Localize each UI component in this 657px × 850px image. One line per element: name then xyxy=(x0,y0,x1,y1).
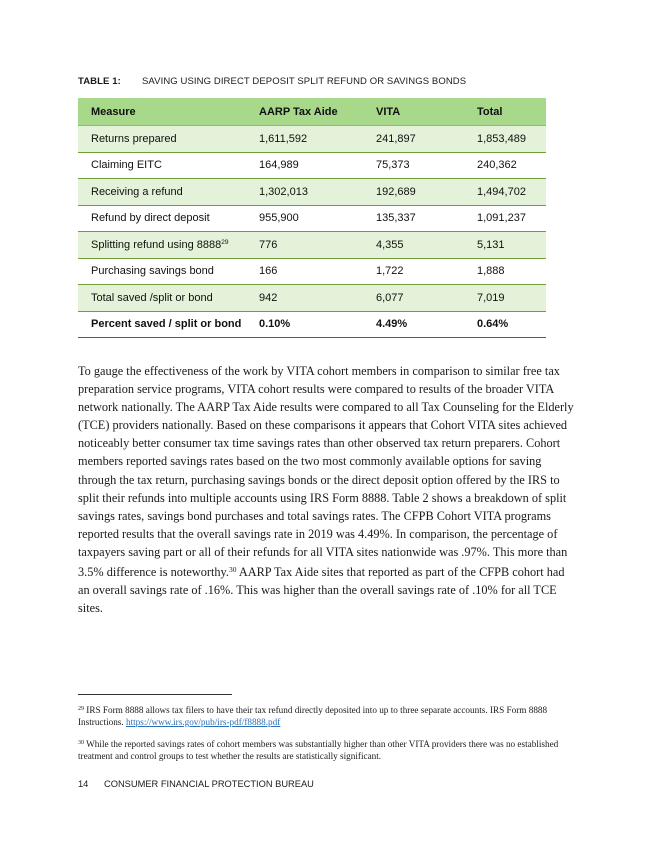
cell-aarp-text: 166 xyxy=(259,265,278,278)
cell-aarp xyxy=(246,152,363,179)
cell-vita-text: 75,373 xyxy=(376,159,410,172)
cell-aarp xyxy=(246,126,363,153)
cell-total xyxy=(464,179,546,206)
cell-vita xyxy=(363,179,464,206)
footnote-divider xyxy=(78,694,232,695)
body-paragraph xyxy=(78,362,578,617)
table-caption xyxy=(78,76,466,87)
table-row xyxy=(78,205,546,232)
cell-measure-text: Splitting refund using 8888 xyxy=(91,238,222,251)
cell-total xyxy=(464,258,546,285)
cell-aarp-text: 164,989 xyxy=(259,159,299,172)
table-title: SAVING USING DIRECT DEPOSIT SPLIT REFUND OR SAVINGS BONDS xyxy=(142,76,467,87)
cell-aarp-text: 955,900 xyxy=(259,212,299,225)
cell-measure-text: Purchasing savings bond xyxy=(91,265,214,278)
cell-aarp xyxy=(246,285,363,312)
table-row xyxy=(78,232,546,259)
cell-total-text: 1,853,489 xyxy=(477,132,526,145)
cell-vita-text: 241,897 xyxy=(376,132,416,145)
cell-vita xyxy=(363,126,464,153)
footnote-text: IRS Form 8888 allows tax filers to have their tax refund directly deposited into up to three separate accounts. IRS Form 8888 Instructions. xyxy=(78,705,548,727)
table-label: TABLE 1: xyxy=(78,76,121,87)
column-header-aarp: AARP Tax Aide xyxy=(246,98,363,126)
cell-total xyxy=(464,152,546,179)
footnote-29 xyxy=(78,703,578,728)
cell-measure xyxy=(78,179,246,206)
cell-total-text: 240,362 xyxy=(477,159,517,172)
table-row xyxy=(78,152,546,179)
cell-vita xyxy=(363,311,464,338)
cell-aarp xyxy=(246,258,363,285)
table-row xyxy=(78,179,546,206)
footer-org-name: CONSUMER FINANCIAL PROTECTION BUREAU xyxy=(104,779,314,789)
column-header-total: Total xyxy=(464,98,546,126)
cell-total-text: 7,019 xyxy=(477,291,505,304)
cell-vita-text: 6,077 xyxy=(376,291,404,304)
cell-total xyxy=(464,205,546,232)
cell-aarp xyxy=(246,311,363,338)
cell-aarp-text: 776 xyxy=(259,238,278,251)
cell-vita-text: 4.49% xyxy=(376,318,408,331)
cell-aarp xyxy=(246,205,363,232)
page-number: 14 xyxy=(78,779,89,789)
cell-measure-text: Receiving a refund xyxy=(91,185,183,198)
cell-aarp xyxy=(246,179,363,206)
irs-form-8888-link[interactable]: https://www.irs.gov/pub/irs-pdf/f8888.pdf xyxy=(125,717,281,727)
cell-total-text: 0.64% xyxy=(477,318,509,331)
footnote-number: 29 xyxy=(78,706,84,712)
cell-aarp-text: 1,302,013 xyxy=(259,185,308,198)
cell-total-text: 5,131 xyxy=(477,238,505,251)
cell-measure xyxy=(78,152,246,179)
cell-aarp-text: 942 xyxy=(259,291,278,304)
cell-measure xyxy=(78,126,246,153)
cell-total xyxy=(464,126,546,153)
cell-vita-text: 4,355 xyxy=(376,238,404,251)
cell-measure-text: Refund by direct deposit xyxy=(91,212,210,225)
cell-measure-text: Returns prepared xyxy=(91,132,177,145)
cell-total xyxy=(464,232,546,259)
cell-measure xyxy=(78,258,246,285)
page-footer xyxy=(78,779,314,789)
table-row xyxy=(78,285,546,312)
cell-vita xyxy=(363,205,464,232)
cell-measure-text: Percent saved / split or bond xyxy=(91,318,242,331)
column-header-vita: VITA xyxy=(363,98,464,126)
footnote-text: While the reported savings rates of cohort members was substantially higher than other VITA providers there was no established treatment and control groups to test whether the results are statistically significant. xyxy=(78,739,559,761)
cell-vita xyxy=(363,258,464,285)
cell-measure xyxy=(78,311,246,338)
savings-table xyxy=(78,98,546,338)
cell-total xyxy=(464,311,546,338)
cell-vita-text: 135,337 xyxy=(376,212,416,225)
cell-total xyxy=(464,285,546,312)
table-row xyxy=(78,311,546,338)
cell-total-text: 1,494,702 xyxy=(477,185,526,198)
footnote-ref-30: 30 xyxy=(228,565,237,575)
cell-aarp-text: 1,611,592 xyxy=(259,132,308,145)
cell-total-text: 1,888 xyxy=(477,265,505,278)
cell-measure xyxy=(78,205,246,232)
cell-aarp-text: 0.10% xyxy=(259,318,291,331)
cell-measure-text: Total saved /split or bond xyxy=(91,291,213,304)
table-row xyxy=(78,126,546,153)
cell-vita xyxy=(363,285,464,312)
column-header-measure: Measure xyxy=(78,98,246,126)
cell-vita xyxy=(363,232,464,259)
footnote-30 xyxy=(78,737,578,762)
cell-vita-text: 1,722 xyxy=(376,265,404,278)
cell-measure xyxy=(78,285,246,312)
table-row xyxy=(78,258,546,285)
cell-total-text: 1,091,237 xyxy=(477,212,526,225)
table-header-row xyxy=(78,98,546,126)
cell-aarp xyxy=(246,232,363,259)
paragraph-text-part1: To gauge the effectiveness of the work by VITA cohort members in comparison to similar free tax preparation service programs, VITA cohort results were compared to results of the broader VITA network nationally. The AARP Tax Aide results were compared to all Tax Counseling for the Elderly (TCE) providers nationally. Based on these comparisons it appears that Cohort VITA sites achieved noticeably better consumer tax time savings rates than other observed tax return preparers. Cohort members reported savings rates based on the two most commonly available options for saving through the tax return, purchasing savings bonds or the direct deposit option offered by the IRS to split their refunds into multiple accounts using IRS Form 8888. Table 2 shows a breakdown of split savings rates, savings bond purchases and total savings rates. The CFPB Cohort VITA programs reported results that the overall savings rate in 2019 was 4.49%. In comparison, the percentage of taxpayers saving part or all of their refunds for all VITA sites nationwide was .97%. This more than 3.5% difference is noteworthy. xyxy=(78,364,574,580)
cell-measure-text: Claiming EITC xyxy=(91,159,162,172)
cell-measure xyxy=(78,232,246,259)
paragraph-text-part2: AARP Tax Aide sites that reported as part of the CFPB cohort had an overall savings rate of .16%. This was higher than the overall savings rate of .10% for all TCE sites. xyxy=(78,565,565,616)
footnote-number: 30 xyxy=(78,740,84,746)
cell-vita-text: 192,689 xyxy=(376,185,416,198)
cell-vita xyxy=(363,152,464,179)
footnote-ref-29: 29 xyxy=(221,238,229,246)
